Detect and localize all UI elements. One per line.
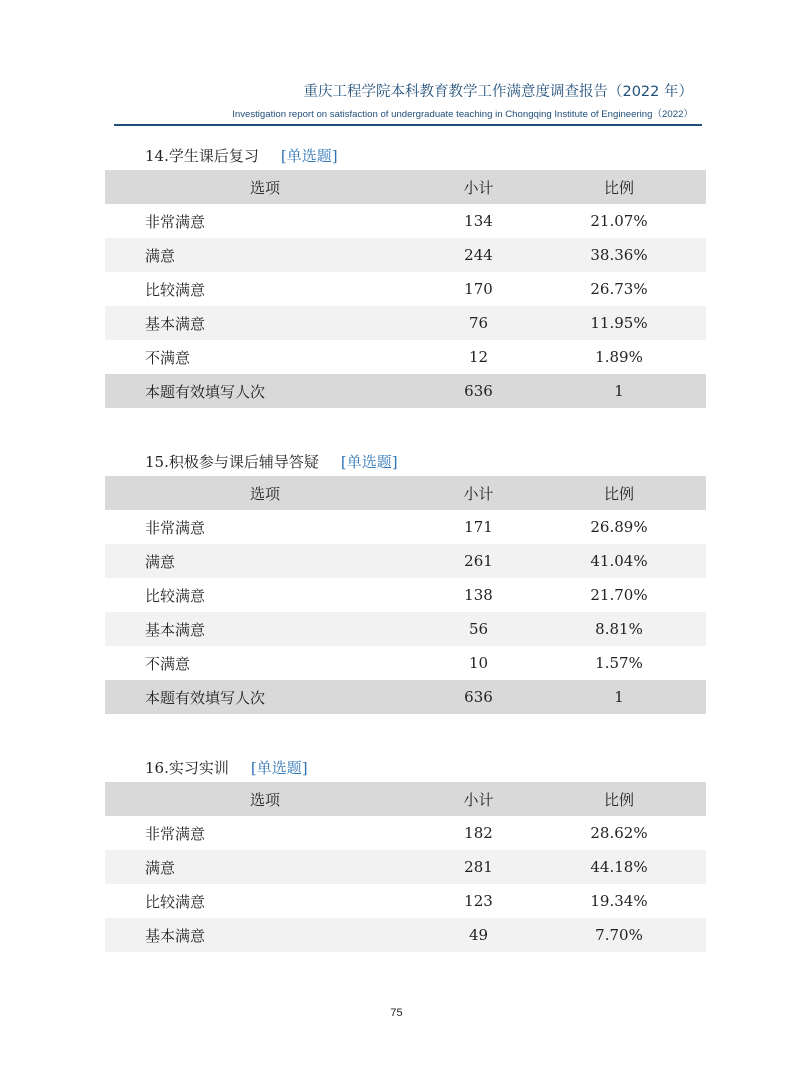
ratio-cell: 44.18%: [532, 850, 706, 884]
table-row: [105, 646, 706, 680]
count-cell: 49: [425, 918, 532, 952]
ratio-cell: 1: [532, 374, 706, 408]
count-cell: 123: [464, 892, 493, 910]
table-row: [105, 204, 706, 238]
count-cell: 12: [468, 348, 489, 366]
option-cell: 比较满意: [145, 892, 206, 911]
table-header-row: [105, 476, 706, 510]
table-row: [105, 340, 706, 374]
table-header-row: [105, 170, 706, 204]
question-16-table: [105, 782, 706, 952]
ratio-cell: 21.70%: [590, 586, 648, 604]
count-cell: 170: [464, 280, 493, 298]
option-cell: 比较满意: [145, 586, 206, 605]
option-cell: 满意: [105, 238, 425, 272]
option-cell: 基本满意: [105, 918, 425, 952]
count-cell: 636: [425, 374, 532, 408]
option-cell: 本题有效填写人次: [105, 680, 425, 714]
ratio-cell: 38.36%: [532, 238, 706, 272]
table-row: [105, 510, 706, 544]
table-row: [105, 816, 706, 850]
table-row: [105, 850, 706, 884]
count-cell: 281: [425, 850, 532, 884]
page-number: 75: [390, 1007, 403, 1019]
option-cell: 本题有效填写人次: [105, 374, 425, 408]
question-15-table: [105, 476, 706, 714]
table-row: [105, 238, 706, 272]
ratio-cell: 19.34%: [590, 892, 648, 910]
question-16-title: [145, 757, 308, 778]
option-cell: 非常满意: [145, 824, 206, 843]
option-cell: 不满意: [145, 654, 191, 673]
option-cell: 基本满意: [105, 612, 425, 646]
table-row: [105, 578, 706, 612]
ratio-cell: 28.62%: [590, 824, 648, 842]
ratio-cell: 26.73%: [590, 280, 648, 298]
table-header-row: [105, 782, 706, 816]
question-14-text: 14.学生课后复习: [145, 147, 259, 165]
ratio-cell: 1: [532, 680, 706, 714]
ratio-cell: 7.70%: [532, 918, 706, 952]
header-option: 选项: [105, 170, 425, 204]
count-cell: 56: [425, 612, 532, 646]
ratio-cell: 41.04%: [532, 544, 706, 578]
option-cell: 满意: [105, 850, 425, 884]
option-cell: 满意: [105, 544, 425, 578]
header-ratio: 比例: [532, 170, 706, 204]
header-ratio: 比例: [532, 476, 706, 510]
header-count: 小计: [425, 170, 532, 204]
header-divider: [114, 124, 702, 126]
count-cell: 261: [425, 544, 532, 578]
question-16-text: 16.实习实训: [145, 759, 229, 777]
report-title-en: Investigation report on satisfaction of undergraduate teaching in Chongqing Institute of Engineering（2022）: [232, 109, 693, 120]
header-ratio: 比例: [532, 782, 706, 816]
option-cell: 比较满意: [145, 280, 206, 299]
option-cell: 非常满意: [145, 518, 206, 537]
question-15-title: [145, 451, 398, 472]
count-cell: 244: [425, 238, 532, 272]
ratio-cell: 1.89%: [595, 348, 643, 366]
table-total-row: [105, 680, 706, 714]
table-row: [105, 918, 706, 952]
table-row: [105, 306, 706, 340]
ratio-cell: 11.95%: [532, 306, 706, 340]
count-cell: 182: [464, 824, 493, 842]
count-cell: 636: [425, 680, 532, 714]
header-count: 小计: [425, 782, 532, 816]
ratio-cell: 1.57%: [595, 654, 643, 672]
table-row: [105, 544, 706, 578]
ratio-cell: 8.81%: [532, 612, 706, 646]
option-cell: 基本满意: [105, 306, 425, 340]
question-16-type: [单选题]: [250, 759, 308, 777]
table-total-row: [105, 374, 706, 408]
header-option: 选项: [105, 476, 425, 510]
question-14-title: [145, 145, 338, 166]
count-cell: 76: [425, 306, 532, 340]
count-cell: 10: [468, 654, 489, 672]
question-14-type: [单选题]: [280, 147, 338, 165]
count-cell: 171: [464, 518, 493, 536]
table-row: [105, 272, 706, 306]
option-cell: 非常满意: [145, 212, 206, 231]
report-title-cn: 重庆工程学院本科教育教学工作满意度调查报告（2022 年）: [303, 84, 693, 100]
header-option: 选项: [105, 782, 425, 816]
table-row: [105, 884, 706, 918]
count-cell: 134: [464, 212, 493, 230]
option-cell: 不满意: [145, 348, 191, 367]
question-14-table: [105, 170, 706, 408]
header-count: 小计: [425, 476, 532, 510]
table-row: [105, 612, 706, 646]
ratio-cell: 26.89%: [590, 518, 648, 536]
question-15-text: 15.积极参与课后辅导答疑: [145, 453, 319, 471]
ratio-cell: 21.07%: [590, 212, 648, 230]
question-15-type: [单选题]: [340, 453, 398, 471]
count-cell: 138: [464, 586, 493, 604]
